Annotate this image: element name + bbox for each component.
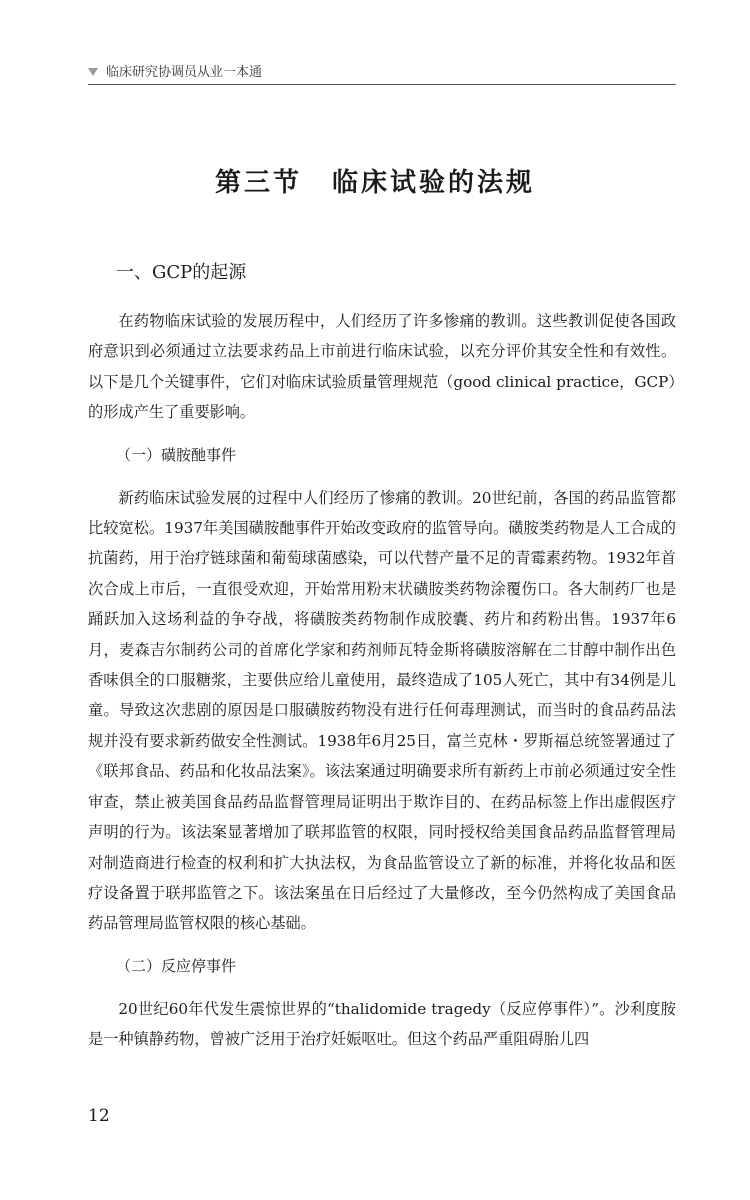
running-header (88, 62, 676, 85)
section-title (0, 162, 750, 199)
heading-thalidomide-event: （二）反应停事件 (116, 956, 237, 975)
running-header-title: 临床研究协调员从业一本通 (106, 65, 263, 80)
page-number: 12 (88, 1106, 110, 1126)
section-title-text: 临床试验的法规 (332, 168, 536, 198)
heading-sulfanilamide-event: （一）磺胺酏事件 (116, 445, 237, 464)
sulfanilamide-paragraph: 新药临床试验发展的过程中人们经历了惨痛的教训。20世纪前，各国的药品监管都比较宽松。1937年美国磺胺酏事件开始改变政府的监管导向。磺胺类药物是人工合成的抗菌药，用于治疗链球菌和葡萄球菌感染，可以代替产量不足的青霉素药物。1932年首次合成上市后，一直很受欢迎，开始常用粉末状磺胺类药物涂覆伤口。各大制药厂也是踊跃加入这场利益的争夺战，将磺胺类药物制作成胶囊、药片和药粉出售。1937年6月，麦森吉尔制药公司的首席化学家和药剂师瓦特金斯将磺胺溶解在二甘醇中制作出色香味俱全的口服糖浆，主要供应给儿童使用，最终造成了105人死亡，其中有34例是儿童。导致这次悲剧的原因是口服磺胺药物没有进行任何毒理测试，而当时的食品药品法规并没有要求新药做安全性测试。1938年6月25日，富兰克林・罗斯福总统签署通过了《联邦食品、药品和化妆品法案》。该法案通过明确要求所有新药上市前必须通过安全性审查，禁止被美国食品药品监督管理局证明出于欺诈目的、在药品标签上作出虚假医疗声明的行为。该法案显著增加了联邦监管的权限，同时授权给美国食品药品监督管理局对制造商进行检查的权利和扩大执法权，为食品监管设立了新的标准，并将化妆品和医疗设备置于联邦监管之下。该法案虽在日后经过了大量修改，至今仍然构成了美国食品药品管理局监管权限的核心基础。 (88, 488, 676, 933)
thalidomide-paragraph: 20世纪60年代发生震惊世界的“thalidomide tragedy（反应停事件）”。沙利度胺是一种镇静药物，曾被广泛用于治疗妊娠呕吐。但这个药品严重阻碍胎儿四 (88, 999, 676, 1049)
intro-paragraph: 在药物临床试验的发展历程中，人们经历了许多惨痛的教训。这些教训促使各国政府意识到必须通过立法要求药品上市前进行临床试验，以充分评价其安全性和有效性。以下是几个关键事件，它们对临床试验质量管理规范（good clinical practice，GCP）的形成产生了重要影响。 (88, 312, 676, 422)
section-number: 第三节 (214, 168, 302, 198)
triangle-marker-icon (88, 68, 98, 76)
page-content (88, 258, 676, 1055)
heading-gcp-origin: 一、GCP的起源 (116, 262, 247, 283)
